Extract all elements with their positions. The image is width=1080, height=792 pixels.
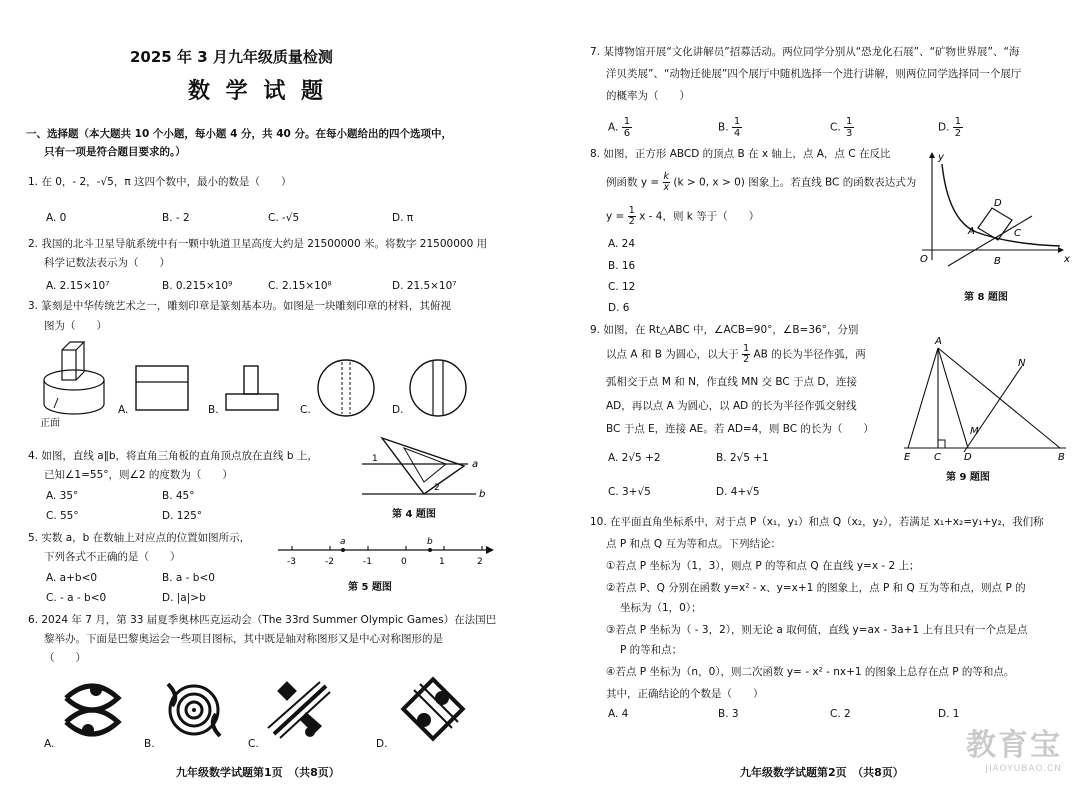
q7-option-a[interactable]: A. $\frac{1}{6}$	[608, 116, 631, 139]
q9-label-c: C	[934, 452, 941, 463]
page-2-footer: 九年级数学试题第2页 （共8页）	[740, 766, 904, 779]
q3-front-label: 正面	[40, 418, 60, 429]
q9-frac-den: 2	[743, 354, 750, 365]
q3-seal-figure	[38, 338, 118, 418]
q8-figure-caption: 第 8 题图	[964, 292, 1008, 303]
q4-angle-1-label: 1	[372, 454, 378, 464]
q3-option-d[interactable]: D.	[392, 404, 404, 416]
q8-label-o: O	[920, 254, 928, 265]
q6-stem-line2: 黎举办。下面是巴黎奥运会一些项目图标，其中既是轴对称图形又是中心对称图形的是	[44, 633, 443, 645]
q8-stem-line3: y = $\frac{1}{2}$ x - 4，则 k 等于（ ）	[606, 205, 760, 227]
q6-option-b[interactable]: B.	[144, 738, 155, 750]
q5-tick-label: 1	[439, 557, 445, 567]
q4-line-a-label: a	[472, 459, 479, 470]
q5-option-d[interactable]: D. |a|>b	[162, 592, 206, 604]
q7-option-c[interactable]: C. $\frac{1}{3}$	[830, 116, 853, 139]
q8-frac-den: x	[663, 182, 670, 193]
q5-tick-label: -1	[363, 557, 372, 567]
q9-stem-line3: 弧相交于点 M 和 N，作直线 MN 交 BC 于点 D，连接	[606, 376, 857, 388]
q5-tick-label: -2	[325, 557, 334, 567]
q4-line-b-label: b	[479, 489, 486, 500]
q8-option-c[interactable]: C. 12	[608, 281, 636, 293]
q9-option-c[interactable]: C. 3+√5	[608, 486, 651, 498]
q5-tick-label: -3	[287, 557, 296, 567]
q8-option-d[interactable]: D. 6	[608, 302, 630, 314]
q7-stem-line3: 的概率为（ ）	[606, 90, 690, 102]
q8-label-x: x	[1064, 254, 1070, 265]
q4-option-d[interactable]: D. 125°	[162, 510, 203, 522]
q8-frac-num: k	[663, 171, 670, 182]
q10-statement-1: ①若点 P 坐标为（1，3），则点 P 的等和点 Q 在直线 y=x - 2 上；	[606, 560, 920, 572]
q5-tick-label: 2	[477, 557, 483, 567]
q7-stem-line2: 洋贝类展”、“动物迁徙展”四个展厅中随机选择一个进行讲解，则两位同学选择同一个展厅	[606, 68, 1022, 80]
q9-label-b: B	[1058, 452, 1065, 463]
q9-figure	[902, 336, 1070, 466]
q5-figure-caption: 第 5 题图	[348, 582, 392, 593]
q1-option-a[interactable]: A. 0	[46, 212, 67, 224]
q9-option-a[interactable]: A. 2√5 +2	[608, 452, 661, 464]
q6-badminton-icon	[266, 678, 336, 742]
watermark-text: 教育宝	[966, 728, 1062, 763]
q6-basketball-icon	[60, 678, 124, 742]
q5-stem: 5. 实数 a，b 在数轴上对应点的位置如图所示，	[28, 532, 251, 544]
q9-label-m: M	[970, 426, 979, 437]
q7-option-b[interactable]: B. $\frac{1}{4}$	[718, 116, 741, 139]
exam-subtitle: 数 学 试 题	[188, 79, 327, 104]
q4-stem: 4. 如图，直线 a∥b，将直角三角板的直角顶点放在直线 b 上，	[28, 450, 318, 462]
q4-figure	[352, 430, 492, 506]
q9-figure-caption: 第 9 题图	[946, 472, 990, 483]
q10-stem: 10. 在平面直角坐标系中，对于点 P（x₁，y₁）和点 Q（x₂，y₂），若满足 x₁+x₂=y₁+y₂，我们称	[590, 516, 1044, 528]
q3-option-d-figure	[408, 358, 468, 418]
q6-boxing-icon	[400, 676, 466, 742]
q2-option-d[interactable]: D. 21.5×10⁷	[392, 280, 457, 292]
q1-stem: 1. 在 0，- 2，-√5，π 这四个数中，最小的数是（ ）	[28, 176, 292, 188]
q10-option-a[interactable]: A. 4	[608, 708, 629, 720]
q10-statement-4: ④若点 P 坐标为（n，0），则二次函数 y= - x² - nx+1 的图象上总存在点 P 的等和点。	[606, 666, 1015, 678]
q6-archery-icon	[162, 678, 226, 742]
q3-option-c-figure	[316, 358, 376, 418]
q3-stem: 3. 篆刻是中华传统艺术之一，雕刻印章是篆刻基本功。如图是一块雕刻印章的材料，其俯视	[28, 300, 451, 312]
q8-stem-line2: 例函数 y = $\frac{k}{x}$ (k > 0, x > 0) 图象上。若直线 BC 的函数表达式为	[606, 171, 917, 193]
q8-option-b[interactable]: B. 16	[608, 260, 636, 272]
q3-option-b[interactable]: B.	[208, 404, 219, 416]
q9-label-n: N	[1018, 358, 1026, 369]
q9-stem-line2: 以点 A 和 B 为圆心，以大于 $\frac{1}{2}$ AB 的长为半径作弧，两	[606, 343, 866, 365]
q10-statement-2: ②若点 P、Q 分别在函数 y=x² - x、y=x+1 的图象上，点 P 和 Q 互为等和点，则点 P 的	[606, 582, 1026, 594]
q10-statement-3: ③若点 P 坐标为（ - 3，2），则无论 a 取何值，直线 y=ax - 3a+1 上有且只有一个点是点	[606, 624, 1028, 636]
q8-label-b: B	[994, 256, 1001, 267]
q9-option-d[interactable]: D. 4+√5	[716, 486, 760, 498]
q6-stem: 6. 2024 年 7 月，第 33 届夏季奥林匹克运动会（The 33rd Summer Olympic Games）在法国巴	[28, 614, 497, 626]
q9-option-b[interactable]: B. 2√5 +1	[716, 452, 769, 464]
q2-stem: 2. 我国的北斗卫星导航系统中有一颗中轨道卫星高度大约是 21500000 米。将数字 21500000 用	[28, 238, 488, 250]
section-1-title-line2: 只有一项是符合题目要求的。）	[44, 146, 186, 158]
q8-label-a: A	[968, 226, 975, 237]
q10-option-d[interactable]: D. 1	[938, 708, 960, 720]
q4-figure-caption: 第 4 题图	[392, 509, 436, 520]
q8-label-y: y	[938, 152, 944, 163]
q4-stem-line2: 已知∠1=55°，则∠2 的度数为（ ）	[44, 469, 233, 481]
q5-option-a[interactable]: A. a+b<0	[46, 572, 98, 584]
section-1-title: 一、选择题（本大题共 10 个小题，每小题 4 分，共 40 分。在每小题给出的四个选项中，	[26, 128, 452, 140]
q8-label-d: D	[994, 198, 1002, 209]
q6-option-c[interactable]: C.	[248, 738, 259, 750]
q8-frac2-den: 2	[628, 216, 635, 227]
q2-option-a[interactable]: A. 2.15×10⁷	[46, 280, 110, 292]
watermark-url: JIAOYUBAO.CN	[985, 764, 1062, 774]
q8-figure	[918, 150, 1068, 274]
q10-conclusion: 其中，正确结论的个数是（ ）	[606, 688, 764, 700]
q6-option-a[interactable]: A.	[44, 738, 55, 750]
q5-option-b[interactable]: B. a - b<0	[162, 572, 215, 584]
q9-stem: 9. 如图，在 Rt△ABC 中，∠ACB=90°，∠B=36°，分别	[590, 324, 859, 336]
q4-option-b[interactable]: B. 45°	[162, 490, 195, 502]
q4-option-a[interactable]: A. 35°	[46, 490, 79, 502]
q3-option-a-figure	[134, 364, 190, 412]
q1-option-c[interactable]: C. -√5	[268, 212, 300, 224]
q3-stem-line2: 图为（ ）	[44, 320, 107, 332]
page-2	[540, 0, 1080, 792]
q5-point-b	[428, 548, 432, 552]
q2-option-c[interactable]: C. 2.15×10⁸	[268, 280, 332, 292]
q5-point-a	[341, 548, 345, 552]
q10-option-b[interactable]: B. 3	[718, 708, 739, 720]
q10-statement-3-line2: P 的等和点；	[620, 644, 683, 656]
q8-option-a[interactable]: A. 24	[608, 238, 636, 250]
q9-stem-line5: BC 于点 E，连接 AE。若 AD=4，则 BC 的长为（ ）	[606, 423, 874, 435]
q8-stem: 8. 如图，正方形 ABCD 的顶点 B 在 x 轴上，点 A，点 C 在反比	[590, 148, 891, 160]
q8-frac2-num: 1	[628, 205, 635, 216]
q8-label-c: C	[1014, 228, 1021, 239]
q1-option-d[interactable]: D. π	[392, 212, 414, 224]
q1-option-b[interactable]: B. - 2	[162, 212, 190, 224]
q7-stem: 7. 某博物馆开展“文化讲解员”招募活动。两位同学分别从“恐龙化石展”、“矿物世界展”、“海	[590, 46, 1020, 58]
q2-stem-line2: 科学记数法表示为（ ）	[44, 257, 170, 269]
q9-label-e: E	[904, 452, 911, 463]
watermark-logo	[966, 720, 1062, 774]
exam-title: 2025 年 3 月九年级质量检测	[130, 48, 333, 66]
q10-statement-2-line2: 坐标为（1，0）；	[620, 602, 702, 614]
q4-angle-2-label: 2	[434, 483, 440, 493]
q5-option-c[interactable]: C. - a - b<0	[46, 592, 107, 604]
q3-option-c[interactable]: C.	[300, 404, 311, 416]
q9-stem-line4: AD，再以点 A 为圆心，以 AD 的长为半径作弧交射线	[606, 400, 857, 412]
q10-option-c[interactable]: C. 2	[830, 708, 851, 720]
q3-option-b-figure	[222, 362, 282, 414]
page-1-footer: 九年级数学试题第1页 （共8页）	[176, 766, 340, 779]
q5-tick-label: 0	[401, 557, 407, 567]
q6-stem-line3: （ ）	[44, 652, 86, 664]
q9-label-d: D	[964, 452, 972, 463]
q5-number-line	[276, 534, 496, 574]
q4-option-c[interactable]: C. 55°	[46, 510, 79, 522]
q5-stem-line2: 下列各式不正确的是（ ）	[44, 551, 181, 563]
q9-frac-num: 1	[743, 343, 750, 354]
q3-option-a[interactable]: A.	[118, 404, 129, 416]
q7-option-d[interactable]: D. $\frac{1}{2}$	[938, 116, 962, 139]
q2-option-b[interactable]: B. 0.215×10⁹	[162, 280, 233, 292]
q6-option-d[interactable]: D.	[376, 738, 388, 750]
q5-label-a: a	[340, 537, 346, 547]
q5-label-b: b	[427, 537, 433, 547]
q10-stem-line2: 点 P 和点 Q 互为等和点。下列结论：	[606, 538, 781, 550]
q9-label-a: A	[935, 336, 942, 347]
